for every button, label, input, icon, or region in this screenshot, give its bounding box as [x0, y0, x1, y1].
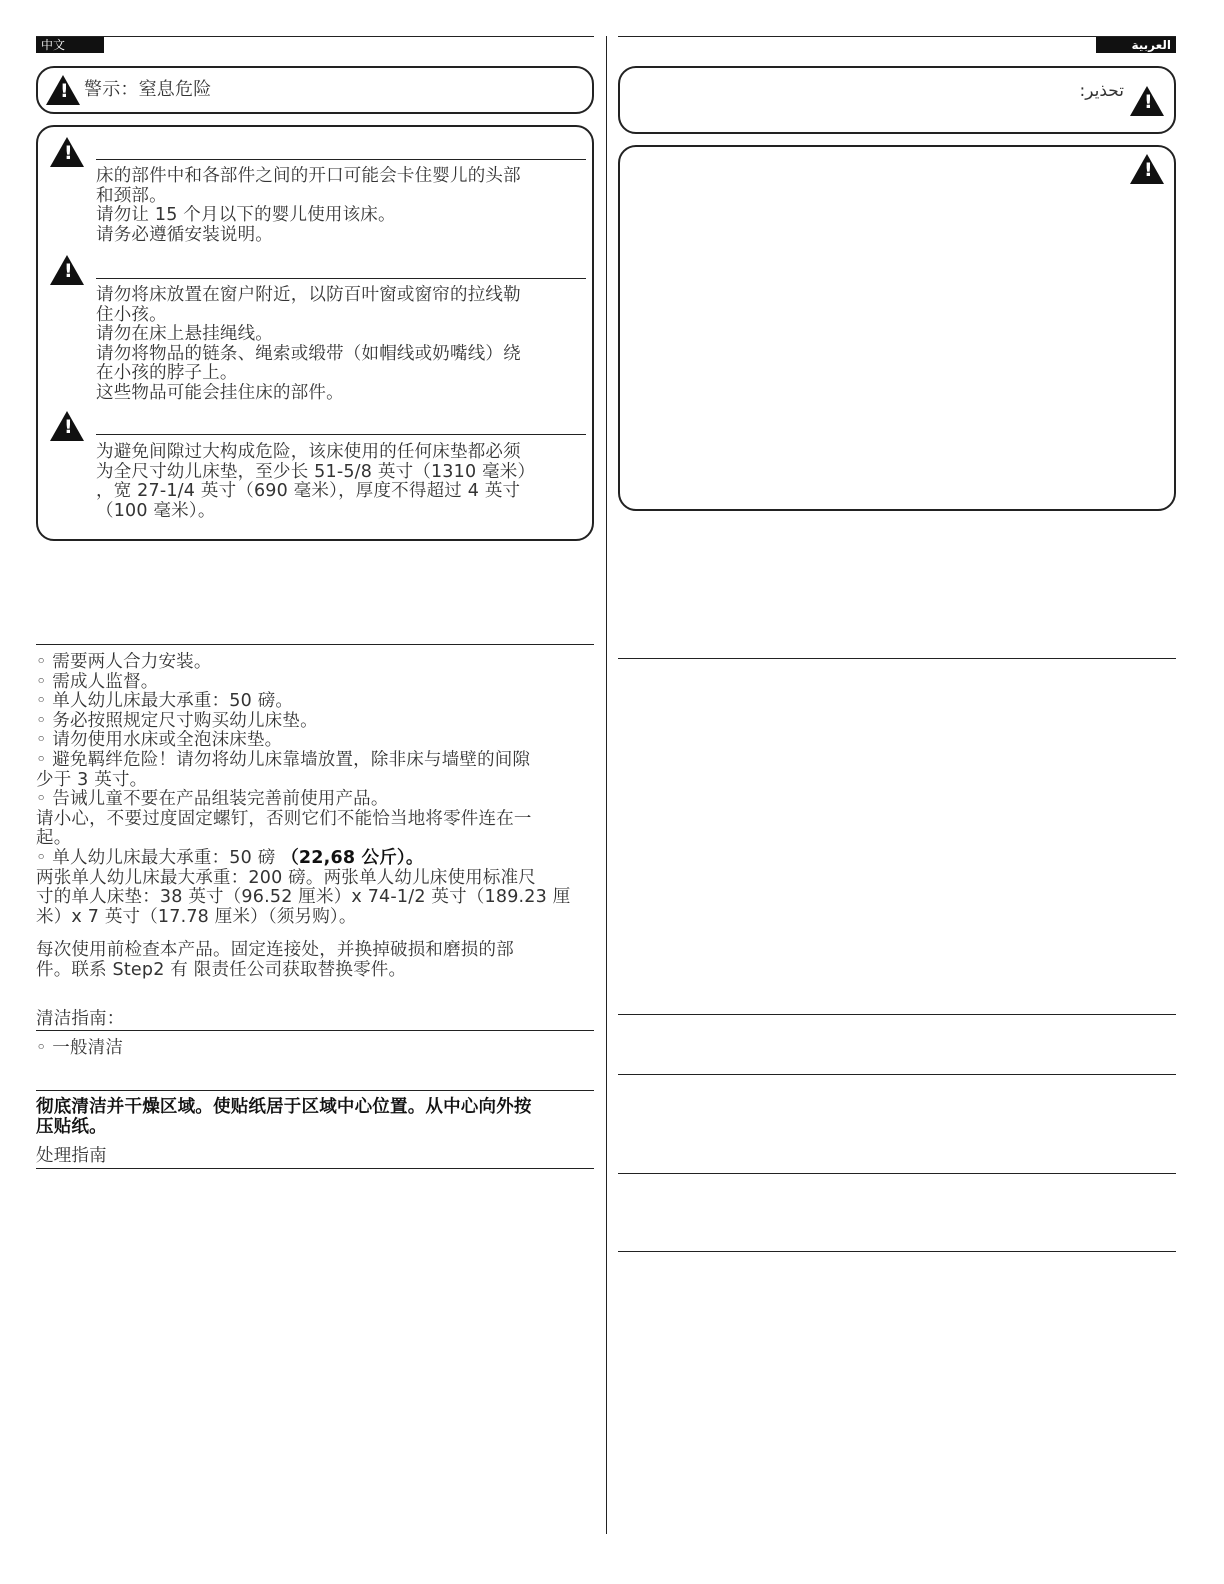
text-line: 住小孩。 [96, 304, 167, 325]
top-rule-left [36, 36, 594, 37]
warning-icon: ! [1130, 154, 1164, 184]
warning-title: 警示：窒息危险 [84, 79, 212, 100]
section-rule [96, 278, 586, 279]
text-line: 床的部件中和各部件之间的开口可能会卡住婴儿的头部 [96, 166, 521, 186]
text-line: 这些物品可能会挂住床的部件。 [96, 382, 344, 403]
warning-icon: ! [50, 137, 84, 167]
warning-title-box [36, 66, 594, 114]
sticker-rule-arabic [618, 1074, 1176, 1075]
text-line: （100 毫米）。 [96, 500, 216, 521]
warning-icon: ! [1130, 86, 1164, 116]
text-line: 请务必遵循安装说明。 [96, 224, 273, 245]
weight-line [36, 849, 570, 869]
weight-kg: （22,68 公斤）。 [281, 847, 424, 868]
weight-text: ◦ 单人幼儿床最大承重：50 磅 [36, 847, 282, 868]
text-line: 寸的单人床垫：38 英寸（96.52 厘米）x 74-1/2 英寸（189.23 厘 [36, 887, 571, 908]
warning-section-3 [96, 443, 535, 521]
text-line: 件。联系 Step2 有 限责任公司获取替换零件。 [36, 959, 407, 980]
notes-rule [36, 644, 594, 645]
disposal-rule [36, 1168, 594, 1169]
section-rule [96, 159, 586, 160]
warning-section-2 [96, 286, 521, 404]
disposal-heading: 处理指南 [36, 1146, 107, 1166]
warning-icon: ! [50, 411, 84, 441]
text-line: ，宽 27-1/4 英寸（690 毫米），厚度不得超过 4 英寸 [96, 481, 521, 502]
inspect-paragraph [36, 941, 514, 980]
section-rule [96, 434, 586, 435]
list-item: 少于 3 英寸。 [36, 769, 148, 790]
cleaning-rule [36, 1030, 594, 1031]
text-line: 在小孩的脖子上。 [96, 363, 238, 384]
cleaning-item: ◦ 一般清洁 [36, 1038, 124, 1058]
list-item: ◦ 务必按照规定尺寸购买幼儿床垫。 [36, 710, 318, 731]
end-rule-arabic [618, 1251, 1176, 1252]
text-line: 请勿在床上悬挂绳线。 [96, 324, 273, 345]
list-item: ◦ 需成人监督。 [36, 671, 159, 692]
text-line: 请勿让 15 个月以下的婴儿使用该床。 [96, 205, 396, 226]
list-item: ◦ 单人幼儿床最大承重：50 磅。 [36, 691, 294, 712]
warning-icon: ! [50, 255, 84, 285]
text-line: 请勿将床放置在窗户附近，以防百叶窗或窗帘的拉线勒 [96, 285, 521, 305]
text-line: 彻底清洁并干燥区域。使贴纸居于区域中心位置。从中心向外按 [36, 1097, 532, 1117]
sticker-paragraph [36, 1098, 532, 1137]
lang-label-chinese: 中文 [36, 37, 104, 53]
list-item: 起。 [36, 828, 72, 849]
text-line: 和颈部。 [96, 185, 167, 206]
text-line: 每次使用前检查本产品。固定连接处，并换掉破损和磨损的部 [36, 940, 514, 960]
lang-label-arabic: العربية [1096, 37, 1176, 53]
notes-rule-arabic [618, 658, 1176, 659]
cleaning-heading: 清洁指南： [36, 1009, 125, 1029]
cleaning-rule-arabic [618, 1014, 1176, 1015]
sticker-rule [36, 1090, 594, 1091]
warnings-box [36, 125, 594, 541]
list-item: 请小心，不要过度固定螺钉，否则它们不能恰当地将零件连在一 [36, 808, 532, 829]
warning-title-box-arabic [618, 66, 1176, 134]
text-line: 米）x 7 英寸（17.78 厘米）（须另购）。 [36, 906, 357, 927]
list-item: ◦ 避免羁绊危险！请勿将幼儿床靠墙放置，除非床与墙壁的间隙 [36, 749, 531, 770]
warning-title-arabic: تحذير: [1079, 81, 1124, 101]
text-line: 为避免间隙过大构成危险，该床使用的任何床垫都必须 [96, 442, 521, 462]
disposal-rule-arabic [618, 1173, 1176, 1174]
list-item: ◦ 需要两人合力安装。 [36, 652, 212, 672]
text-line: 两张单人幼儿床最大承重：200 磅。两张单人幼儿床使用标准尺 [36, 867, 536, 888]
text-line: 为全尺寸幼儿床垫，至少长 51-5/8 英寸（1310 毫米） [96, 461, 536, 482]
column-divider [606, 36, 607, 1534]
warning-section-1 [96, 167, 521, 245]
warnings-box-arabic [618, 145, 1176, 511]
list-item: ◦ 告诫儿童不要在产品组装完善前使用产品。 [36, 789, 389, 810]
notes-list [36, 653, 570, 927]
list-item: ◦ 请勿使用水床或全泡沫床垫。 [36, 730, 283, 751]
warning-icon: ! [46, 75, 80, 105]
top-rule-right [618, 36, 1176, 37]
text-line: 请勿将物品的链条、绳索或缎带（如帽线或奶嘴线）绕 [96, 343, 521, 364]
text-line: 压贴纸。 [36, 1116, 107, 1137]
